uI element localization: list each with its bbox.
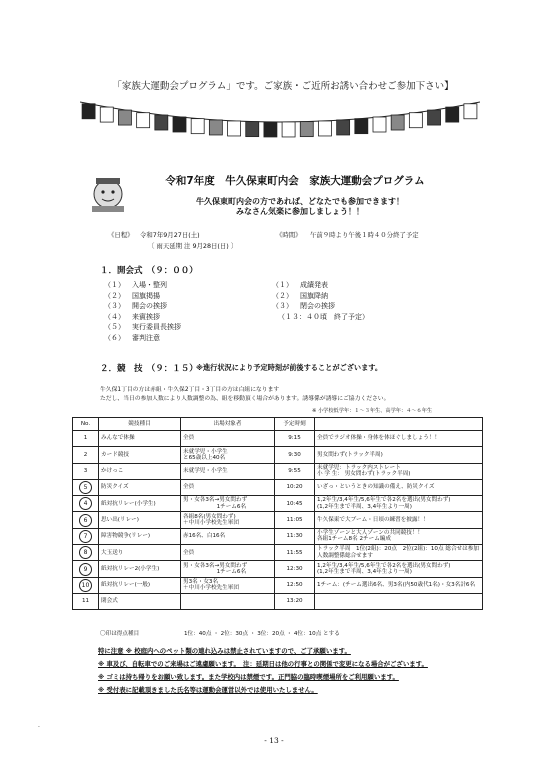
date-label: 《日程》 bbox=[108, 231, 134, 239]
col-header-time: 予定時刻 bbox=[275, 418, 315, 431]
bunting-flag bbox=[464, 104, 477, 119]
program-table bbox=[72, 417, 483, 610]
bunting-flag bbox=[82, 104, 95, 119]
row-participants: 男・女各3名→男女問わず 1チーム6名 bbox=[181, 561, 275, 577]
list-item: （１３：４０頃 終了予定） bbox=[278, 312, 369, 321]
row-event: 大玉送り bbox=[99, 545, 181, 561]
bunting-flag bbox=[246, 122, 259, 137]
notice-item: ※ 車及び、自転車でのご来場はご遠慮願います。 注：延期日は他の行事との関係で変更になる場合がございます。 bbox=[98, 660, 428, 668]
team-note-1: 牛久保1丁目の方は赤組・牛久保2丁目・3丁目の方は白組になります bbox=[100, 387, 280, 393]
table-row bbox=[73, 447, 483, 463]
row-no: 2 bbox=[73, 447, 99, 463]
row-time: 12:30 bbox=[275, 561, 315, 577]
table-row bbox=[73, 545, 483, 561]
row-time: 9:30 bbox=[275, 447, 315, 463]
row-participants: 赤16名、白16名 bbox=[181, 528, 275, 544]
row-participants: 男3名・女3名 ＋中川小学校先生軍団 bbox=[181, 577, 275, 593]
table-legend-right: 1位：40点 ・ 2位：30点 ・ 3位：20点 ・ 4位：10点 とする bbox=[184, 631, 340, 637]
row-event: 防災クイズ bbox=[99, 479, 181, 495]
row-event: 思い出(リレー) bbox=[99, 512, 181, 528]
col-header-event: 競技種目 bbox=[99, 418, 181, 431]
row-participants: 全員 bbox=[181, 545, 275, 561]
table-legend-left: 〇印は得点種目 bbox=[100, 631, 140, 637]
scored-event-circle: 8 bbox=[79, 546, 92, 559]
list-item: （５） 実行委員長挨拶 bbox=[104, 323, 181, 331]
bunting-flag bbox=[446, 107, 459, 122]
scored-event-circle: 4 bbox=[79, 497, 92, 510]
header-note: 「家族大運動会プログラム」です。ご家族・ご近所お誘い合わせご参加下さい】 bbox=[112, 81, 454, 92]
row-event: 障害物競争(リレー) bbox=[99, 528, 181, 544]
table-row bbox=[73, 479, 483, 495]
subtitle-line-1: 牛久保東町内会の方であれば、どなたでも参加できます！ bbox=[196, 197, 404, 206]
bunting-flag bbox=[300, 122, 313, 137]
bunting-flag bbox=[318, 121, 331, 136]
bunting-flag bbox=[228, 121, 241, 136]
row-notes: 牛久保東で大ブーム・日頃の練習を披露！！ bbox=[315, 512, 483, 528]
table-row bbox=[73, 496, 483, 512]
row-no bbox=[73, 545, 99, 561]
team-note-2: ただし、当日の参加人数により人数調整の為、組を移動頂く場合があります。誘導係が誘導にご協力ください。 bbox=[100, 396, 390, 402]
bunting-flag bbox=[391, 115, 404, 130]
notice-item: ※ 受付表に記載頂きました氏名等は運動会運営以外では使用いたしません。 bbox=[98, 686, 318, 694]
table-row bbox=[73, 561, 483, 577]
row-time: 11:05 bbox=[275, 512, 315, 528]
bunting-flag bbox=[155, 115, 168, 130]
list-item: （２） 国旗掲揚 bbox=[104, 291, 160, 300]
row-notes: 小学生ゾーンと大人ゾーンの共同競技！！ 各組1チーム8名 2チーム編成 bbox=[315, 528, 483, 544]
row-no bbox=[73, 496, 99, 512]
grade-note: ※ 小学校低学年：１～３年生、高学年：４～６年生 bbox=[312, 408, 433, 414]
margin-dot: . bbox=[38, 722, 40, 729]
bunting-flag bbox=[409, 113, 422, 128]
row-participants: 各組8名(男女問わず) ＋中川小学校先生軍団 bbox=[181, 512, 275, 528]
bunting-flag bbox=[191, 119, 204, 134]
bunting-flag bbox=[118, 110, 131, 125]
bunting-flag bbox=[264, 122, 277, 137]
row-participants: 未就学児・小学生 と65歳以上40名 bbox=[181, 447, 275, 463]
notices-list bbox=[98, 646, 428, 698]
bunting-flags-decoration bbox=[80, 96, 480, 158]
page-title: 令和7年度 牛久保東町内会 家族大運動会プログラム bbox=[165, 175, 425, 187]
section1-heading: １．開会式 （９：００） bbox=[100, 266, 198, 276]
row-time: 10:45 bbox=[275, 496, 315, 512]
opening-ceremony-list bbox=[104, 280, 181, 343]
row-no: 3 bbox=[73, 463, 99, 479]
row-notes: 全員でラジオ体操・身体を体ほぐしましょう！！ bbox=[315, 431, 483, 447]
row-event: 紙対抗リレー(一般) bbox=[99, 577, 181, 593]
section2-heading-note: ※進行状況により予定時刻が前後することがございます。 bbox=[196, 363, 383, 372]
notice-item: ※ ゴミは持ち帰りをお願い致します。また学校内は禁煙です。正門脇の臨時喫煙場所をご利用願います。 bbox=[98, 673, 399, 681]
bunting-flag bbox=[100, 107, 113, 122]
row-notes: 男女問わず(トラック半周) bbox=[315, 447, 483, 463]
row-time: 11:30 bbox=[275, 528, 315, 544]
table-row bbox=[73, 593, 483, 609]
rain-date: 〔 雨天延期 注 9月28日(日) 〕 bbox=[148, 242, 238, 250]
section2-heading: ２．競 技 （９：１５） bbox=[100, 364, 198, 374]
row-event: 紙対抗リレー2(小学生) bbox=[99, 561, 181, 577]
subtitle-line-2: みなさん気楽に参加しましょう！！ bbox=[236, 207, 364, 216]
scored-event-circle: 9 bbox=[79, 563, 92, 576]
time-label: 《時間》 bbox=[276, 231, 302, 239]
time-value: 午前９時より午後１時４０分終了予定 bbox=[310, 231, 419, 239]
row-time: 12:50 bbox=[275, 577, 315, 593]
row-notes: 未就学児：トラック内ストレート 小 学 生： 男女問わず(トラック半周) bbox=[315, 463, 483, 479]
row-time: 9:15 bbox=[275, 431, 315, 447]
col-header-notes bbox=[315, 418, 483, 431]
list-item: （６） 審判注意 bbox=[104, 333, 160, 342]
page-number: - 13 - bbox=[264, 736, 284, 745]
list-item: （４） 来賓挨拶 bbox=[104, 312, 160, 321]
bunting-flag bbox=[373, 117, 386, 132]
row-notes: 1,2年生/3,4年生/5,6年生で各2名を選出(男女問わず) (1,2年生まで半周、3,4年生より一周) bbox=[315, 561, 483, 577]
row-event: 閉会式 bbox=[99, 593, 181, 609]
col-header-no: No. bbox=[73, 418, 99, 431]
row-no bbox=[73, 479, 99, 495]
col-header-participants: 出場対象者 bbox=[181, 418, 275, 431]
date-value: 令和7年9月27日(土) bbox=[140, 231, 200, 239]
row-event: かけっこ bbox=[99, 463, 181, 479]
scored-event-circle: 6 bbox=[79, 514, 92, 527]
row-notes: トラック半周 1位(2組)：20点 2位(2組)：10点 総合せは参加 人数調整係総合せます bbox=[315, 545, 483, 561]
row-time: 11:55 bbox=[275, 545, 315, 561]
row-no: 1 bbox=[73, 431, 99, 447]
row-time: 9:55 bbox=[275, 463, 315, 479]
table-row bbox=[73, 463, 483, 479]
mascot-illustration bbox=[86, 170, 130, 214]
row-no bbox=[73, 512, 99, 528]
notice-item: 特に注意 ※ 校庭内へのペット類の連れ込みは禁止されていますので、ご了承願います。 bbox=[98, 647, 351, 655]
scored-event-circle: 7 bbox=[79, 530, 92, 543]
list-item: （１） 成績発表 bbox=[272, 281, 328, 289]
bunting-flag bbox=[428, 110, 441, 125]
row-time: 10:20 bbox=[275, 479, 315, 495]
list-item: （３） 閉会の挨拶 bbox=[272, 302, 335, 310]
scored-event-circle: 5 bbox=[79, 481, 92, 494]
row-event: カード競技 bbox=[99, 447, 181, 463]
row-notes: 1,2年生/3,4年生/5,6年生で各2名を選出(男女問わず) (1,2年生まで半周、3,4年生より一周) bbox=[315, 496, 483, 512]
row-participants: 全員 bbox=[181, 431, 275, 447]
row-no bbox=[73, 561, 99, 577]
bunting-flag bbox=[355, 119, 368, 134]
bunting-flag bbox=[337, 120, 350, 135]
list-item: （１） 入場・整列 bbox=[104, 281, 167, 289]
closing-ceremony-list bbox=[272, 280, 369, 322]
table-row bbox=[73, 528, 483, 544]
row-participants: 全員 bbox=[181, 479, 275, 495]
row-notes bbox=[315, 593, 483, 609]
bunting-flag bbox=[173, 117, 186, 132]
row-participants: 男・女各3名→男女問わず 1チーム6名 bbox=[181, 496, 275, 512]
row-notes: 1チーム：(チーム選出6名、男3名(内50歳代1名)・女3名計6名 bbox=[315, 577, 483, 593]
table-row bbox=[73, 431, 483, 447]
bunting-flag bbox=[282, 122, 295, 137]
row-event: 紙対抗リレー(小学生) bbox=[99, 496, 181, 512]
row-event: みんなで体操 bbox=[99, 431, 181, 447]
row-no bbox=[73, 577, 99, 593]
row-participants bbox=[181, 593, 275, 609]
scored-event-circle: 10 bbox=[79, 579, 92, 592]
table-header-row bbox=[73, 418, 483, 431]
row-no: 11 bbox=[73, 593, 99, 609]
bunting-flag bbox=[137, 113, 150, 128]
row-time: 13:20 bbox=[275, 593, 315, 609]
list-item: （３） 開会の挨拶 bbox=[104, 302, 167, 310]
list-item: （２） 国旗降納 bbox=[272, 291, 328, 300]
table-row bbox=[73, 577, 483, 593]
row-notes: いざっ・というときの知識の備え、防災クイズ bbox=[315, 479, 483, 495]
bunting-flag bbox=[209, 120, 222, 135]
row-no bbox=[73, 528, 99, 544]
table-row bbox=[73, 512, 483, 528]
row-participants: 未就学児・小学生 bbox=[181, 463, 275, 479]
